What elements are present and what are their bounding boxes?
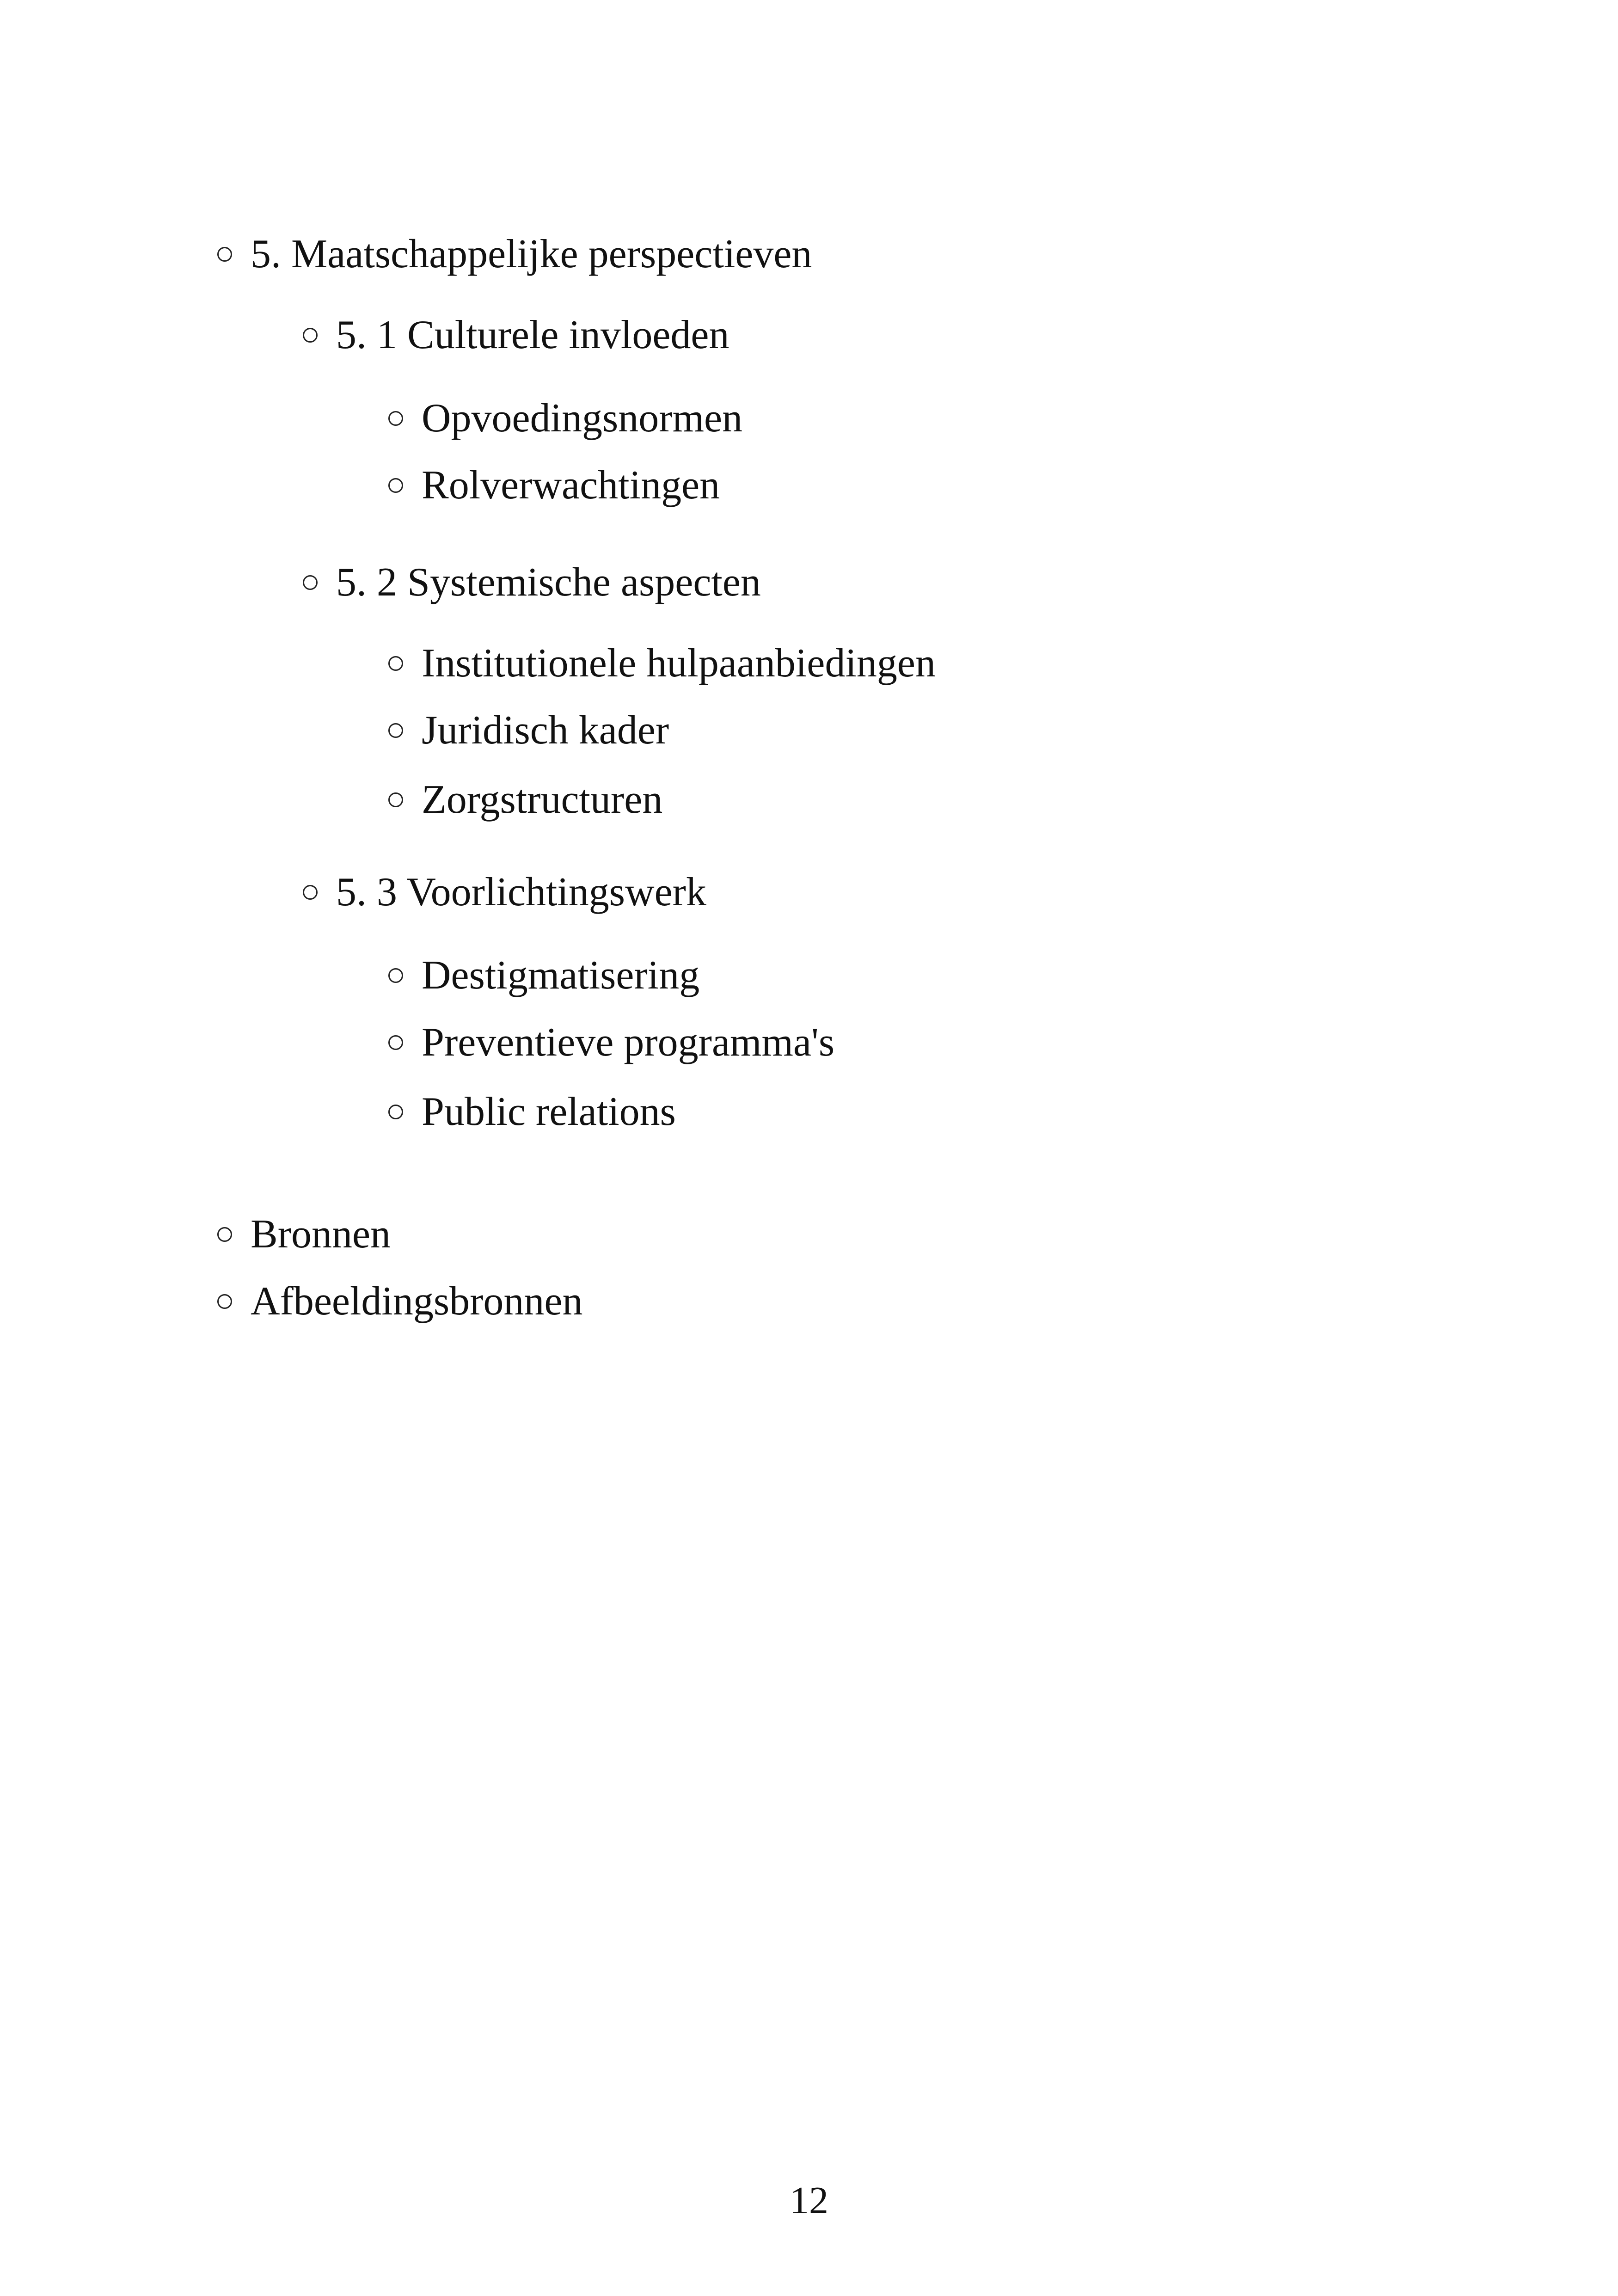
- circle-bullet-icon: [388, 792, 403, 807]
- toc-item-label: 5. Maatschappelijke perspectieven: [251, 232, 812, 276]
- toc-item-institutionele-hulpaanbiedingen[interactable]: [388, 636, 936, 691]
- circle-bullet-icon: [217, 1294, 232, 1309]
- toc-item-rolverwachtingen[interactable]: [388, 458, 720, 513]
- toc-item-afbeeldingsbronnen[interactable]: [217, 1274, 582, 1329]
- toc-item-label: Institutionele hulpaanbiedingen: [422, 641, 936, 686]
- toc-item-label: Afbeeldingsbronnen: [251, 1279, 583, 1324]
- toc-item-label: Public relations: [422, 1089, 676, 1134]
- circle-bullet-icon: [388, 723, 403, 738]
- toc-item-destigmatisering[interactable]: [388, 948, 699, 1003]
- toc-item-label: Zorgstructuren: [422, 777, 663, 822]
- toc-item-label: Opvoedingsnormen: [422, 396, 743, 441]
- toc-item-systemische-aspecten[interactable]: [303, 555, 761, 610]
- toc-item-bronnen[interactable]: [217, 1207, 391, 1262]
- toc-item-label: Preventieve programma's: [422, 1020, 835, 1065]
- toc-item-label: 5. 3 Voorlichtingswerk: [336, 870, 706, 915]
- toc-item-preventieve-programmas[interactable]: [388, 1015, 834, 1070]
- toc-item-label: Bronnen: [251, 1212, 391, 1257]
- toc-item-culturele-invloeden[interactable]: [303, 307, 729, 363]
- toc-item-label: Juridisch kader: [422, 708, 669, 753]
- toc-item-label: 5. 2 Systemische aspecten: [336, 560, 761, 605]
- toc-item-label: Rolverwachtingen: [422, 463, 720, 508]
- circle-bullet-icon: [388, 1105, 403, 1119]
- toc-item-public-relations[interactable]: [388, 1084, 676, 1140]
- circle-bullet-icon: [303, 885, 318, 900]
- circle-bullet-icon: [388, 478, 403, 493]
- circle-bullet-icon: [388, 656, 403, 671]
- circle-bullet-icon: [303, 575, 318, 590]
- circle-bullet-icon: [388, 411, 403, 426]
- circle-bullet-icon: [217, 247, 232, 262]
- toc-item-opvoedingsnormen[interactable]: [388, 391, 742, 446]
- toc-item-juridisch-kader[interactable]: [388, 703, 669, 758]
- toc-item-maatschappelijke-perspectieven[interactable]: [217, 227, 812, 282]
- toc-item-zorgstructuren[interactable]: [388, 772, 662, 828]
- toc-item-label: 5. 1 Culturele invloeden: [336, 313, 729, 357]
- page-number: 12: [790, 2179, 828, 2222]
- circle-bullet-icon: [303, 328, 318, 343]
- circle-bullet-icon: [388, 1035, 403, 1050]
- circle-bullet-icon: [388, 968, 403, 983]
- toc-item-label: Destigmatisering: [422, 953, 700, 998]
- circle-bullet-icon: [217, 1227, 232, 1242]
- toc-item-voorlichtingswerk[interactable]: [303, 865, 706, 920]
